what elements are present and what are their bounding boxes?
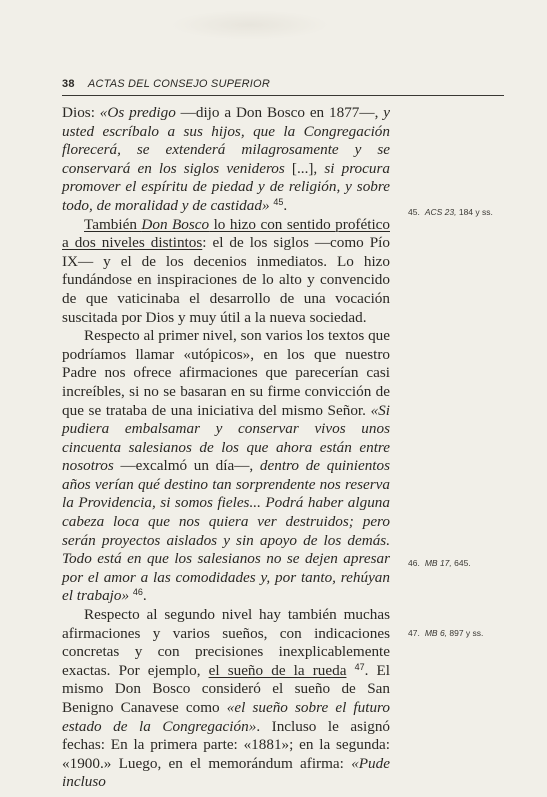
running-title: ACTAS DEL CONSEJO SUPERIOR	[87, 78, 270, 90]
footnote-number: 46.	[408, 558, 420, 568]
paragraph-1	[62, 104, 390, 216]
italic-run: «Os predigo	[99, 104, 181, 121]
text-run: Respecto al segundo nivel hay también muchas afirmaciones y varios sueños, con indicaciones concretas y con precisiones inexplicablemente exactas. Por ejemplo,	[62, 606, 390, 679]
header-rule	[62, 95, 504, 96]
footnote-47	[408, 628, 483, 638]
paragraph-4	[62, 606, 390, 792]
text-run: —dijo a Don Bosco en 1877—,	[180, 104, 384, 121]
body-text	[62, 104, 390, 792]
italic-run: «el sueño sobre el futuro estado de la Congregación»	[62, 699, 390, 735]
italic-run: «Pude incluso	[62, 754, 390, 791]
footnote-number: 45.	[408, 207, 420, 217]
italic-run: «Si pudiera embalsamar y conservar vivos unos cincuenta salesianos de los que ahora están entre nosotros	[62, 401, 390, 475]
text-run: . El mismo Don Bosco consideró el sueño de San Benigno Canavese como	[62, 661, 390, 716]
text-run: También	[84, 215, 142, 233]
paper-stain	[170, 10, 330, 40]
text-run: lo hizo con sentido profético a dos niveles distintos	[62, 215, 390, 252]
text-run: el sueño de la rueda	[208, 661, 347, 679]
paragraph-2	[62, 216, 390, 328]
text-run: Respecto al primer nivel, son varios los textos que podríamos llamar «utópicos», en los que nuestro Padre nos ofrece afirmaciones que parecerían casi increíbles, si no se basaran en su firme convicción de que se trataba de una iniciativa del mismo Señor.	[62, 327, 390, 419]
footnote-pages: 645.	[451, 558, 471, 568]
text-run: [...],	[291, 159, 325, 177]
text-run: .	[283, 196, 288, 214]
running-header	[62, 78, 392, 90]
footnote-source: MB 17,	[424, 558, 452, 568]
footnote-pages: 184 y ss.	[456, 207, 493, 217]
footnote-source: MB 6,	[424, 628, 448, 638]
footnote-ref: 47	[354, 661, 365, 672]
text-run: —excalmó un día—,	[120, 457, 260, 475]
text-run: . Incluso le asignó fechas: En la primera parte: «1881»; en la segunda: «1900.» Luego, en el memorándum afirma:	[62, 717, 391, 772]
italic-run: y usted escríbalo a sus hijos, que la Congregación florecerá, se extenderá milagrosamente y se conservará en los siglos venideros	[62, 104, 390, 177]
text-run: : el de los siglos —como Pío IX— y el de los decenios inmediatos. Lo hizo fundándose en inspiraciones de lo alto y convencido de que vaticinaba el desarrollo de una vocación suscitada por Dios y muy útil a la nueva sociedad.	[62, 234, 390, 326]
italic-run: Don Bosco	[141, 215, 210, 233]
footnote-number: 47.	[408, 628, 420, 638]
italic-run: si procura promover el espíritu de piedad y de religión, y sobre todo, de moralidad y de castidad»	[62, 159, 390, 214]
footnote-pages: 897 y ss.	[447, 628, 484, 638]
footnote-source: ACS 23,	[424, 207, 457, 217]
paragraph-3	[62, 327, 390, 606]
page-number: 38	[62, 78, 75, 90]
text-run	[346, 662, 354, 679]
footnote-46	[408, 558, 471, 568]
footnote-ref: 46	[132, 587, 143, 598]
text-run: .	[142, 587, 147, 605]
footnote-ref: 45	[273, 196, 284, 207]
italic-run: dentro de quinientos años verían qué destino tan sorprendente nos reserva la Providencia, si somos fieles... Podrá haber alguna cabeza loca que nos quiera ver destruidos; pero serán proyectos aislados y sin apoyo de los demás. Todo está en que los salesianos no se dejen apresar por el amor a las comodidades y, por tanto, rehúyan el trabajo»	[62, 457, 391, 605]
footnote-45	[408, 207, 493, 217]
text-run: Dios:	[62, 104, 100, 121]
